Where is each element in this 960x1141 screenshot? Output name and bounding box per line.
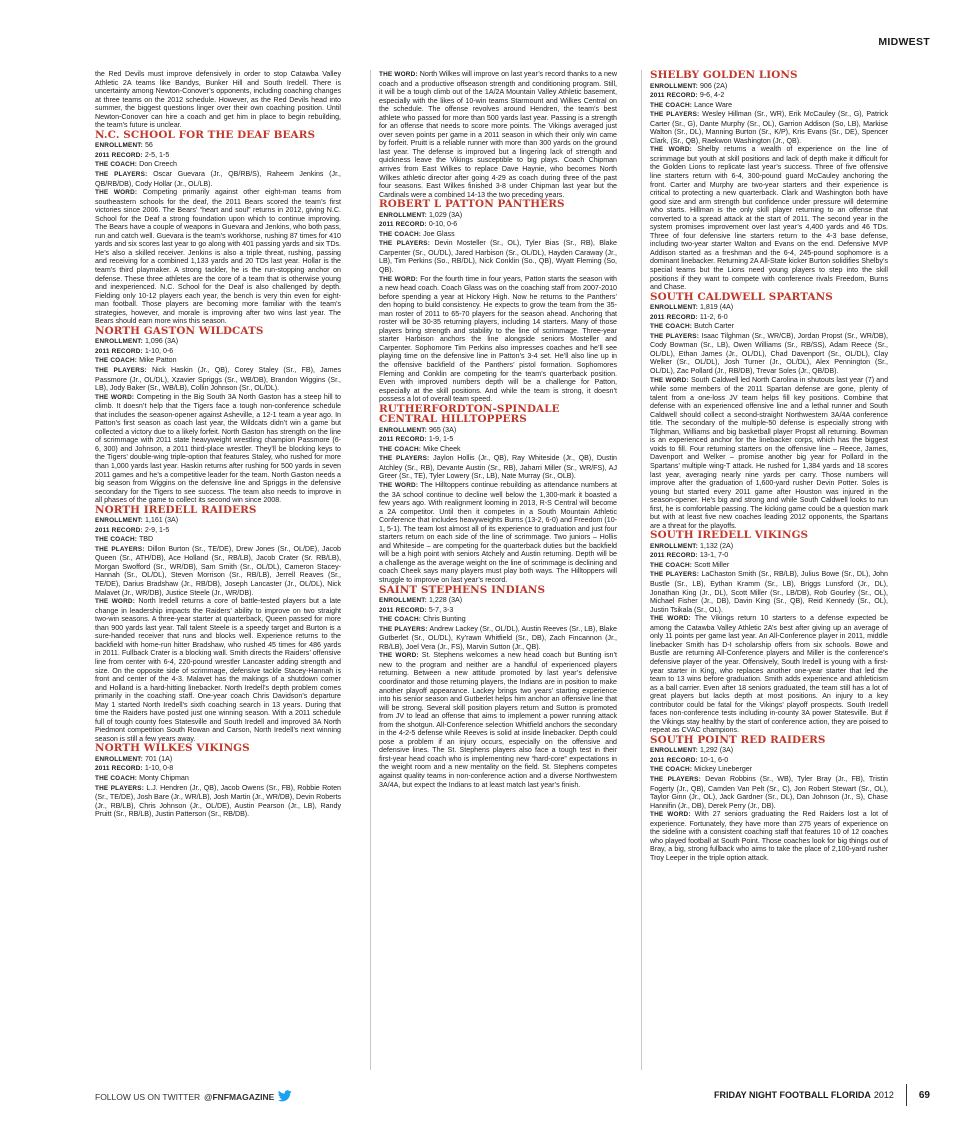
team-word bbox=[379, 651, 617, 789]
field-label: THE WORD: bbox=[95, 189, 138, 197]
field-value: 56 bbox=[144, 141, 153, 150]
team-record bbox=[95, 526, 341, 536]
field-value: Shelby returns a wealth of experience on the line of scrimmage but youth at skill positions and lack of depth make it difficult for the Golden Lions to replicate last year’s success. Three of five offensive line starters return with 6-4, 300-pound guard McCauley anchoring the front. Carter and Murphy are two-year starters and their experience is critical to protecting a new quarterback. Clark and Washington both have good size and arm strength but confidence under pressure will determine who starts. Hillman is the only skill player returning to an offense that converted to a spread attack at the start of 2011. The second year in the system promises improvement over last year’s 4,400 yards and 46 TDs. Three of four defensive line starters return to the 4-3 base defense, including two-year starter Walton and Evans on the end. Defensive MVP Addison started as a freshman and the 6-4, 245-pound sophomore is a dominant linebacker. Returning 2A All-State kicker Burton solidifies Shelby’s special teams but the Lions need young players to step into the skill positions if they want to compete with conference rivals Freedom, Burns and Chase. bbox=[650, 145, 888, 292]
field-value: 1,096 (3A) bbox=[144, 337, 179, 346]
team-record bbox=[650, 91, 888, 101]
field-value: Chris Bunting bbox=[423, 615, 466, 624]
team-profile bbox=[650, 292, 888, 531]
field-value: 965 (3A) bbox=[428, 425, 457, 434]
team-record bbox=[95, 347, 341, 357]
field-label: THE PLAYERS: bbox=[650, 776, 701, 784]
team-profile bbox=[379, 199, 617, 404]
field-value: Butch Carter bbox=[694, 322, 734, 331]
team-profile bbox=[379, 70, 617, 199]
field-value: 1,029 (3A) bbox=[428, 210, 463, 219]
team-record bbox=[650, 313, 888, 323]
field-value: North Iredell returns a core of battle-tested players but a late change in leadership impacts the Raiders’ ability to improve on two straight two-win seasons. A three-year starter at quarterback, Queen passed for more than 900 yards last year. Tall talent Steele is a speedy target and Burton is a sure-handed receiver that runs and blocks well. Experience returns to the backfield with home-run hitter Bradshaw, who rushed 45 times for 486 yards in 2011. Fullback Crater is a blocking wall. Smith directs the Raiders’ offensive line from center with 6-4, 220-pound wrestler Lancaster adding strength and size. On the opposite side of scrimmage, defensive tackle Stacey-Hannah is front and center of the 4-3. Malavet has the makings of a shutdown corner and Holland is a hard-hitting linebacker. North Iredell’s depth problem comes primarily in the coaching staff. One-year coach Chris Davidson’s departure May 1 started North Iredell’s sixth coaching search in 13 years. During that time the Raiders have posted just one winning season. With a 2011 schedule full of tough county foes Statesville and South Iredell and improved 3A North Piedmont competition South Rowan and Carson, North Iredell’s next winning season is still a few years away. bbox=[95, 597, 341, 743]
field-value: The Vikings return 10 starters to a defense expected be among the Catawba Valley Athletic 2A’s best after giving up an average of only 11 points per game last year. An All-Conference player in 2011, middle linebacker Smith has D-I scholarship offers from six schools. Bowe and Bustle are returning All-Conference players and Miller is the conference’s defensive player of the year. Offensively, South Iredell is young with a first-year starter in King, who replaces another one-year starter that led the team to 13 wins before graduation. Smith adds experience and athleticism as a ball carrier. Even after 18 seniors graduated, the team still has a lot of great players but lacks depth at most positions. An injury to a key contributor could be fatal for the Vikings’ playoff prospects. South Iredell faces non-conference tests including in-county 3A power Statesville. But if the Vikings stay healthy by the start of conference action, they are poised to repeat as CVAC champions. bbox=[650, 614, 888, 735]
field-label: THE WORD: bbox=[650, 146, 692, 154]
field-label: THE PLAYERS: bbox=[95, 170, 148, 178]
page-number: 69 bbox=[918, 1089, 930, 1101]
magazine-year: 2012 bbox=[873, 1090, 894, 1100]
team-enrollment bbox=[95, 337, 341, 347]
team-profile bbox=[379, 585, 617, 790]
field-value: 11-2, 6-0 bbox=[699, 312, 728, 321]
team-name: SAINT STEPHENS INDIANS bbox=[379, 583, 546, 596]
field-label: 2011 RECORD: bbox=[650, 756, 698, 764]
team-coach bbox=[379, 230, 617, 240]
field-value: LaChaston Smith (Sr., RB/LB), Julius Bowe (Sr., DL), John Bustle (Sr., LB), Eythan Kramm (Sr., LB), Briggs Lunsford (Jr., DL), Jonathan King (Jr., DL), Scott Miller (Sr., LB/DB), Rob Gourley (Sr., OL), Michael Fisher (Jr., DB), Davin King (Sr., QB), Reid Kennedy (Sr., OL), Justin Tsikala (Sr., OL). bbox=[650, 570, 888, 614]
column-3 bbox=[641, 70, 888, 1070]
team-players bbox=[379, 454, 617, 481]
field-value: 1,132 (2A) bbox=[699, 541, 734, 550]
team-players bbox=[95, 545, 341, 597]
field-value: 1-10, 0-8 bbox=[144, 764, 174, 773]
field-label: THE WORD: bbox=[650, 376, 689, 384]
field-label: THE COACH: bbox=[95, 775, 138, 783]
team-coach bbox=[650, 101, 888, 111]
field-label: ENROLLMENT: bbox=[95, 755, 143, 763]
field-value: 1,161 (3A) bbox=[144, 516, 179, 525]
field-label: THE COACH: bbox=[95, 357, 138, 365]
field-value: 1-10, 0-6 bbox=[144, 346, 174, 355]
folio-divider bbox=[906, 1084, 907, 1106]
team-players bbox=[650, 332, 888, 376]
team-enrollment bbox=[95, 141, 341, 151]
magazine-name: FRIDAY NIGHT FOOTBALL FLORIDA bbox=[714, 1090, 871, 1100]
team-name: SOUTH POINT RED RAIDERS bbox=[650, 733, 826, 746]
field-label: THE WORD: bbox=[379, 482, 419, 490]
field-value: The Hilltoppers continue rebuilding as attendance numbers at the 3A school continue to decline well below the 1,300-mark it boasted a few years ago. With realignment looming in 2013, R-S Central will become a 2A competitor. Until then it competes in a South Mountain Athletic Conference that includes heavyweights Burns (13-2, 6-0) and Freedom (10-1, 5-1). The team lost almost all of its experience to graduation and just four starters return on each side of the line of scrimmage. Two juniors – Hollis and Whiteside – are competing for the quarterback duties but the backfield will be a high point with seniors Atchely and Austin returning. Depth will be a challenge as the average weight on the line of scrimmage is declining and coach Cheek says many players must play both ways. The Hilltoppers will struggle to improve on last year’s record. bbox=[379, 481, 617, 585]
twitter-handle[interactable]: @FNFMAGAZINE bbox=[204, 1092, 275, 1102]
field-value: Devan Robbins (Sr., WB), Tyler Bray (Jr., FB), Tristin Fogerty (Jr., QB), Camden Van Pelt (Sr., C), Jon Robert Stewart (Sr., OL), Taylor Ginn (Jr., OL), Jack Gardner (Sr., DL), Dan Johnson (Jr., S), Chase Hannifin (Jr., DB), Derek Perry (Jr., DB). bbox=[650, 775, 888, 810]
team-record bbox=[379, 220, 617, 230]
team-coach bbox=[650, 322, 888, 332]
column-2 bbox=[370, 70, 617, 1070]
team-name: ROBERT L PATTON PANTHERS bbox=[379, 198, 565, 211]
team-profile bbox=[650, 70, 888, 292]
field-label: THE WORD: bbox=[95, 393, 135, 401]
field-value: 1,292 (3A) bbox=[699, 746, 734, 755]
field-label: THE PLAYERS: bbox=[379, 455, 430, 463]
field-value: South Caldwell led North Carolina in shutouts last year (7) and while some members of the 2011 Spartan defense are gone, plenty of talent from a one-loss JV team helps fill key positions. Combine that defense with an experienced offensive line and a lethal runner and South Caldwell should collect a second-straight Northwestern 3A/4A conference title. The secondary of the multiple-50 defense is especially strong with Tilghman, Williams and big basketball player Propst all returning. Bowman is an experienced anchor for the linebacker corps, which has the biggest voids to fill. Four returning starters on the offensive line – Reece, James, Davenport and Welker – promise another big year for Pollard in the Spartans’ multiple wing-T attack. He rushed for 1,384 yards and 18 scores last year, averaging nearly nine yards per carry. Those numbers will improve after the graduation of 1,600-yard rusher Devin Potter. Soles is young but started every 2011 game after Houston was injured in the season-opener. He’s big and strong and while South Caldwell looks to run first, he is comfortable passing. The kicking game could be a question mark but with at least five new coaches leading 2012 opponents, the Spartans are a threat for the playoffs. bbox=[650, 375, 888, 530]
field-label: ENROLLMENT: bbox=[95, 517, 143, 525]
team-name: NORTH GASTON WILDCATS bbox=[95, 324, 264, 337]
field-label: THE COACH: bbox=[379, 230, 422, 238]
field-label: THE COACH: bbox=[650, 766, 693, 774]
team-enrollment bbox=[379, 426, 617, 436]
field-value: 2-9, 1-5 bbox=[144, 525, 170, 534]
team-record bbox=[650, 756, 888, 766]
field-label: THE PLAYERS: bbox=[95, 545, 145, 553]
field-value: L.J. Hendren (Jr., QB), Jacob Owens (Sr., FB), Robbie Roten (Sr., TE/DE), Josh Bare (Jr., WR/LB), Josh Martin (Jr., WR/DB), Devin Roberts (Jr., RB/LB), Chris Johnson (Jr., OL/DE), Austin Pearson (Jr., LB), Randy Pruitt (Sr., RB/LB), Justin Patterson (Sr., RB/DB). bbox=[95, 783, 341, 819]
field-label: 2011 RECORD: bbox=[650, 313, 698, 321]
field-label: ENROLLMENT: bbox=[95, 142, 143, 150]
field-label: THE PLAYERS: bbox=[379, 240, 431, 248]
team-coach bbox=[95, 535, 341, 545]
team-players bbox=[379, 625, 617, 652]
field-label: THE PLAYERS: bbox=[95, 784, 145, 792]
field-label: ENROLLMENT: bbox=[379, 426, 427, 434]
team-name: SHELBY GOLDEN LIONS bbox=[650, 70, 798, 81]
field-label: THE COACH: bbox=[379, 445, 422, 453]
team-coach bbox=[95, 356, 341, 366]
team-players bbox=[95, 784, 341, 819]
team-players bbox=[95, 366, 341, 393]
field-label: THE WORD: bbox=[95, 598, 136, 606]
field-label: 2011 RECORD: bbox=[379, 436, 427, 444]
field-value: 9-6, 4-2 bbox=[699, 91, 725, 100]
field-label: 2011 RECORD: bbox=[650, 552, 698, 560]
field-label: THE WORD: bbox=[379, 71, 418, 78]
team-coach bbox=[95, 774, 341, 784]
team-players bbox=[650, 775, 888, 810]
field-label: ENROLLMENT: bbox=[95, 338, 143, 346]
field-label: ENROLLMENT: bbox=[650, 747, 698, 755]
team-record bbox=[95, 764, 341, 774]
field-value: Andrew Lackey (Sr., OL/DL), Austin Reeves (Sr., LB), Blake Gutberlet (Sr., OL/DL), Ky’rawn Whitfield (Sr., DB), Zach Fincannon (Jr., RB/LB), Joel Vera (Jr., FS), Marvin Sutton (Jr., QB). bbox=[379, 624, 617, 651]
team-word bbox=[379, 275, 617, 404]
team-profile bbox=[95, 505, 341, 744]
team-name: N.C. SCHOOL FOR THE DEAF BEARS bbox=[95, 128, 316, 141]
team-players bbox=[650, 110, 888, 145]
team-word bbox=[650, 145, 888, 291]
field-value: TBD bbox=[138, 535, 154, 544]
team-enrollment bbox=[650, 303, 888, 313]
team-name: SOUTH CALDWELL SPARTANS bbox=[650, 290, 833, 303]
field-value: 5-7, 3-3 bbox=[428, 605, 454, 614]
field-label: THE COACH: bbox=[379, 616, 422, 624]
field-value: Competing in the Big South 3A North Gaston has a steep hill to climb. It doesn’t help that the Tigers face a tough non-conference schedule that includes the season-opener against Asheville, a 12-1 team a year ago. In Patton’s first season as coach last year, the Wildcats didn’t win a game but collected a victory due to a likely forfeit. North Gaston has strength on the line of scrimmage with 2011 state heavyweight wrestling champion Passmore (6-6, 300) and Johnson, a 2011 third-place wrestler. They’ll be blocking keys to the Tigers’ double-wing triple-option that features Staley, who rushed for more than 1,000 yards last year. Haskin returns after rushing for 500 yards in seven 2011 games and he’s a competitive leader for the team. North Gaston needs a big season from Wiggins on the defensive line and Spriggs in the defensive secondary for the Tigers to see success. The team also needs to improve in all phases of the game to collect its second win since 2008. bbox=[95, 392, 341, 505]
field-label: THE PLAYERS: bbox=[379, 625, 428, 633]
field-value: Lance Ware bbox=[694, 100, 733, 109]
field-value: Competing primarily against other eight-man teams from southeastern schools for the deaf, the 2011 Bears scored the team’s first victories since 2006. The Bears’ “heart and soul” returns in 2012, giving N.C. School for the Deaf a strong foundation upon which to continue improving. The Bears have a couple of weapons in Guevara and Jenkins, who both pass, run and catch well. Guevara is the team’s workhorse, rushing 87 times for 410 yards and six scores last year to go along with 401 passing yards and six TDs. He’s also a skilled receiver. Jenkins is also a triple threat, rushing, passing and receiving for a combined 1,133 yards and 20 TDs last year. Hollar is the team’s third playmaker. A strong tackler, he is the run-stopping anchor on defense. These three athletes are the core of a team that is otherwise young and inexperienced. N.C. School for the Deaf is also challenged by depth. Fielding only 10-12 players each year, the bench is very thin even for eight-man football. Those players are becoming more familiar with the team’s strategies, however, and morale is improving after two wins last year. The Bears should earn more wins this season. bbox=[95, 188, 341, 326]
footer-follow-text: FOLLOW US ON TWITTER bbox=[95, 1092, 201, 1102]
team-word bbox=[379, 70, 617, 199]
team-name: RUTHERFORDTON-SPINDALE CENTRAL HILLTOPPERS bbox=[379, 402, 560, 426]
team-coach bbox=[379, 445, 617, 455]
field-value: 13-1, 7-0 bbox=[699, 551, 729, 560]
field-label: THE COACH: bbox=[650, 561, 693, 569]
team-profile bbox=[95, 130, 341, 326]
field-label: THE PLAYERS: bbox=[650, 332, 700, 340]
team-record bbox=[379, 606, 617, 616]
article-body bbox=[95, 70, 887, 1070]
field-value: Wesley Hillman (Sr., WR), Erik McCauley (Sr., G), Patrick Carter (Sr., G), Dante Murphy (Sr., OL), Garrion Addison (So, LB), Markise Walton (Sr., DL), Manning Burton (Sr., K/P), Kris Evans (Sr., DE), Spencer Clark, (Sr., QB), Raekwon Washington (Jr., QB). bbox=[650, 110, 888, 145]
field-label: 2011 RECORD: bbox=[379, 606, 427, 614]
field-value: 1,228 (3A) bbox=[428, 596, 463, 605]
field-label: THE WORD: bbox=[379, 652, 419, 660]
team-players bbox=[95, 170, 341, 188]
team-word bbox=[650, 614, 888, 735]
team-profile bbox=[379, 404, 617, 585]
field-value: Dillon Burton (Sr., TE/DE), Drew Jones (Sr., OL/DE), Jacob Queen (Sr., ATH/DB), Ace Holland (Sr., RB/LB), Jacob Crater (Sr. RB/LB), Morgan Swofford (Sr., WR/DB), Sam Smith (Sr., OL/DL), Cameron Stacey-Hannah (Sr., OL/DL), Steven Morrison (Sr., RB/LB), Jerrell Reaves (Sr., TE/DE), Darius Bradshaw (Jr., RB/DB), Joseph Lancaster (Jr., OL/DL), Nick Malavet (Jr., WR/DB), Justice Steele (Jr., WR/DB). bbox=[95, 544, 341, 597]
field-label: ENROLLMENT: bbox=[650, 82, 698, 90]
field-value: St. Stephens welcomes a new head coach but Bunting isn’t new to the program and neither are a handful of experienced players returning. Between a new attitude promoted by last year’s defensive coordinator and those returning players, the Indians are in position to make another playoff appearance. Lackey brings two years’ starting experience into his senior season and Gutberlet helps him anchor an offensive line that will be strong. Several skill position players return and Sutton is promoted from JV to lead an offense that aims to implement a power running attack from the shotgun. All-Conference selection Whitfield anchors the secondary in the 4-2-5 defense while Reeves is solid at inside linebacker. Depth could pose a problem if an injury occurs, especially on the offensive and defensive lines. The St. Stephens players also face a tough test in their first-year head coach who is implementing new “hard-core” expectations in the weight room and a new mentality on the field. St. Stephens competes against quality teams in non-conference action and a diverse Northwestern 3A/4A, but expect the Indians to at least match last year’s finish. bbox=[379, 651, 617, 789]
team-word bbox=[95, 597, 341, 743]
field-value: Nick Haskin (Jr., QB), Corey Staley (Sr., FB), James Passmore (Jr., OL/DL), Xzavier Spriggs (Sr., WB/DB), Brandon Wiggins (Sr., LB), Jody Baker (Sr., WB/LB), Collin Johnson (Sr., OL/DL). bbox=[95, 365, 341, 393]
section-tag: MIDWEST bbox=[878, 36, 930, 48]
team-enrollment bbox=[95, 755, 341, 765]
team-name: SOUTH IREDELL VIKINGS bbox=[650, 529, 809, 542]
team-enrollment bbox=[379, 211, 617, 221]
team-enrollment bbox=[379, 596, 617, 606]
footer-twitter[interactable] bbox=[95, 1090, 292, 1104]
field-label: 2011 RECORD: bbox=[95, 526, 143, 534]
team-record bbox=[650, 551, 888, 561]
field-value: North Wilkes will improve on last year’s record thanks to a new coach and a productive offseason strength and conditioning program. Still, it will be a tough climb out of the 1A/2A Mountain Valley Athletic basement, especially with the likes of 10-win teams Starmount and Wilkes Central on the schedule. The offense revolves around Hendren, the team’s best athlete who passed for more than 500 yards last year. Passing is a strength for an offense that needs to score more points. The Vikings averaged just over seven points per game in a 2011 season in which their only win came by forfeit. Pruitt is a reliable runner with more than 300 yards on the ground last year. The defense is improved but a lingering lack of strength and quickness leave the Vikings susceptible to big plays. Coach Chipman arrives from East Wilkes to replace Dave Haynie, who becomes North Wilkes athletic director after going 4-29 as coach during three of the past four seasons. East Wilkes finished 3-8 under Chipman last year but the Cardinals were a combined 14-13 the two preceding years. bbox=[379, 70, 617, 199]
field-value: Jaylon Hollis (Jr., QB), Ray Whiteside (Jr., QB), Dustin Atchley (Sr., RB), Devante Austin (Sr., RB), Jaharri Miller (Sr., WR/FS), AJ Greer (Sr., TE), Tyler Lowery (Sr., LB), Nate Murray (Sr., OLB). bbox=[379, 454, 617, 481]
team-players bbox=[379, 239, 617, 274]
team-profile bbox=[650, 530, 888, 735]
field-value: 0-10, 0-6 bbox=[428, 220, 458, 229]
field-label: 2011 RECORD: bbox=[379, 221, 427, 229]
team-word bbox=[95, 188, 341, 326]
field-value: Devin Mosteller (Sr., OL), Tyler Bias (Sr., RB), Blake Carpenter (Sr., OL/DL), Jared Harbison (Sr., OL/DL), Hayden Caraway (Jr., LB), Tim Perkins (So., RB/DL), Nick Conklin (So., QB), Wyatt Fleming (So, QB). bbox=[379, 239, 617, 274]
field-value: Mickey Lineberger bbox=[694, 765, 753, 774]
team-enrollment bbox=[650, 746, 888, 756]
team-profile bbox=[95, 743, 341, 818]
field-label: THE PLAYERS: bbox=[650, 111, 700, 119]
field-value: For the fourth time in four years, Patton starts the season with a new head coach. Coach Glass was on the coaching staff from 2007-2010 before spending a year at Hickory High. Now he returns to the Panthers’ den hoping to build consistency. He expects to grow the team from the 35-man roster of 2011 to 65-70 players for the season ahead. Anchoring that roster will be 30-35 returning players, including 14 starters. Many of those players bring strength and stability to the line of scrimmage. Three-year starter Harbison anchors the line alongside seniors Mosteller and Carpenter. Sophomore Tim Perkins also impresses coaches and he’ll see playing time on the defensive line in Patton’s 3-4 set. He’ll also line up in the offensive backfield of the Panthers’ pistol formation. Sophomores Fleming and Conklin are competing for the team’s quarterback position. Even with improved numbers depth will be a challenge for Patton, especially at the skill positions. And while the team is strong, it doesn’t possess a lot of overall team speed. bbox=[379, 274, 617, 404]
field-value: 1,819 (4A) bbox=[699, 303, 734, 312]
team-name: NORTH IREDELL RAIDERS bbox=[95, 503, 257, 516]
field-label: 2011 RECORD: bbox=[95, 765, 143, 773]
field-value: With 27 seniors graduating the Red Raiders lost a lot of experience. Fortunately, they have more than 275 years of experience on the sideline with a consistent coaching staff that features 10 of 12 coaches who played football at South Point. Those coaches look for big things out of Bray, a big, strong fullback who aims to take the place of 2,100-yard rusher Troy Leeper in the triple option attack. bbox=[650, 810, 888, 862]
field-label: ENROLLMENT: bbox=[650, 542, 698, 550]
field-value: Joe Glass bbox=[423, 229, 455, 238]
intro-paragraph: the Red Devils must improve defensively in order to stop Catawba Valley Athletic 2A teams like Bandys, Bunker Hill and South Iredell. There is uncertainty among Newton-Conover’s opponents, including coaching changes at three teams on the 2012 schedule. However, as the Red Devils head into summer, the biggest questions linger over their own coaching position. Until Newton-Conover can hire a coach and get him in place to begin rebuilding, the team’s future is unclear. bbox=[95, 70, 341, 130]
field-value: Isaac Tilghman (Sr., WR/CB), Jordan Propst (Sr., WR/DB), Cody Bowman (Sr., LB), Owen Williams (Sr., RB/SS), Adam Reece (Sr., OL/DL), Ethan James (Jr., OL/DL), Chad Davenport (Sr., OL/DL), Clay Welker (Sr., OL/DL), Josh Turner (Jr., OL/DL), Alex Pennington (Sr., OL/DL), Zac Pollard (Jr., RB/DB), Trevar Soles (Jr., QB/DB). bbox=[650, 331, 888, 375]
team-coach bbox=[379, 615, 617, 625]
team-coach bbox=[95, 160, 341, 170]
field-label: ENROLLMENT: bbox=[650, 304, 698, 312]
team-profile bbox=[650, 735, 888, 863]
field-value: Mike Patton bbox=[139, 356, 177, 365]
field-label: THE WORD: bbox=[379, 275, 418, 283]
field-value: 2-5, 1-5 bbox=[144, 150, 170, 159]
team-enrollment bbox=[95, 516, 341, 526]
team-record bbox=[379, 435, 617, 445]
team-word bbox=[95, 393, 341, 505]
field-label: THE COACH: bbox=[650, 323, 693, 331]
field-label: 2011 RECORD: bbox=[650, 92, 698, 100]
field-label: THE WORD: bbox=[650, 615, 691, 623]
team-word bbox=[650, 810, 888, 862]
team-coach bbox=[650, 765, 888, 775]
field-label: 2011 RECORD: bbox=[95, 151, 143, 159]
field-value: 1-9, 1-5 bbox=[428, 435, 454, 444]
field-label: THE PLAYERS: bbox=[95, 366, 147, 374]
field-label: 2011 RECORD: bbox=[95, 347, 143, 355]
team-name: NORTH WILKES VIKINGS bbox=[95, 742, 250, 755]
field-value: 10-1, 6-0 bbox=[699, 755, 729, 764]
field-value: Don Creech bbox=[139, 160, 177, 169]
field-value: Oscar Guevara (Jr., QB/RB/S), Raheem Jenkins (Jr., QB/RB/DB), Cody Hollar (Jr., OL/LB). bbox=[95, 169, 341, 188]
field-value: Mike Cheek bbox=[423, 444, 461, 453]
column-1 bbox=[95, 70, 341, 1070]
team-players bbox=[650, 570, 888, 614]
footer-folio bbox=[714, 1084, 930, 1106]
team-enrollment bbox=[650, 82, 888, 92]
team-word bbox=[379, 481, 617, 585]
field-label: ENROLLMENT: bbox=[379, 597, 427, 605]
field-value: 701 (1A) bbox=[144, 754, 173, 763]
field-label: ENROLLMENT: bbox=[379, 211, 427, 219]
team-record bbox=[95, 151, 341, 161]
field-label: THE COACH: bbox=[95, 536, 138, 544]
team-coach bbox=[650, 561, 888, 571]
field-label: THE PLAYERS: bbox=[650, 571, 700, 579]
field-label: THE COACH: bbox=[95, 161, 138, 169]
twitter-bird-icon bbox=[278, 1090, 292, 1104]
field-value: Scott Miller bbox=[694, 560, 730, 569]
field-value: Monty Chipman bbox=[139, 774, 189, 783]
team-word bbox=[650, 376, 888, 531]
team-enrollment bbox=[650, 542, 888, 552]
field-label: THE WORD: bbox=[650, 811, 691, 819]
field-label: THE COACH: bbox=[650, 101, 693, 109]
team-profile bbox=[95, 326, 341, 505]
field-value: 906 (2A) bbox=[699, 81, 728, 90]
